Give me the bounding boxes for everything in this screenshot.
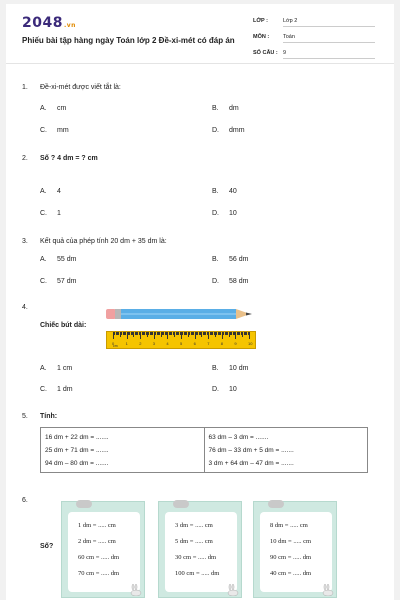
ruler-number: 7: [207, 341, 210, 346]
site-logo[interactable]: 2048.vn: [22, 15, 76, 31]
card-row: 70 cm = ..... dm: [78, 570, 120, 577]
option-2c[interactable]: C. 1: [40, 210, 61, 217]
calc-item: 94 dm – 80 dm = .......: [45, 460, 109, 467]
card-row: 1 dm = ..... cm: [78, 522, 116, 529]
ruler-number: 3: [152, 341, 156, 346]
option-4a[interactable]: A. 1 cm: [40, 365, 73, 372]
calc-item: 16 dm + 22 dm = .......: [45, 434, 109, 441]
calculation-table: [40, 427, 368, 473]
worksheet-title: Phiếu bài tập hàng ngày Toán lớp 2 Đề-xi-mét có đáp án: [22, 36, 235, 45]
option-1c[interactable]: C. mm: [40, 127, 69, 134]
cloud-icon: [76, 500, 92, 508]
card-row: 3 dm = ..... cm: [175, 522, 213, 529]
option-4c[interactable]: C. 1 dm: [40, 386, 73, 393]
card-row: 30 cm = ..... dm: [175, 554, 217, 561]
bunny-icon: [128, 584, 142, 596]
conversion-card-2: [158, 501, 242, 598]
ruler-number: 0: [112, 341, 115, 346]
card-row: 60 cm = ..... dm: [78, 554, 120, 561]
card-row: 10 dm = ..... cm: [270, 538, 312, 545]
ruler-number: 4: [166, 341, 169, 346]
class-field: LỚP : Lớp 2: [253, 18, 268, 24]
card-row: 5 dm = ..... cm: [175, 538, 213, 545]
bunny-icon: [225, 584, 239, 596]
option-4b[interactable]: B. 10 dm: [212, 365, 249, 372]
card-row: 100 cm = ..... dm: [175, 570, 220, 577]
subject-field: MÔN : Toán: [253, 34, 269, 40]
option-2a[interactable]: A. 4: [40, 188, 61, 195]
card-row: 8 dm = ..... cm: [270, 522, 308, 529]
option-3c[interactable]: C. 57 dm: [40, 278, 77, 285]
question-count-field: SỐ CÂU : 9: [253, 50, 278, 56]
cloud-icon: [173, 500, 189, 508]
worksheet-header: [6, 4, 394, 64]
option-2b[interactable]: B. 40: [212, 188, 237, 195]
ruler-number: 9: [234, 341, 237, 346]
calc-item: 25 dm + 71 dm = .......: [45, 447, 109, 454]
card-row: 2 dm = ..... cm: [78, 538, 116, 545]
ruler-unit: cm: [113, 344, 118, 348]
ruler-number: 10: [248, 341, 253, 346]
calc-column-right: [204, 428, 368, 472]
ruler-number: 5: [180, 341, 183, 346]
option-2d[interactable]: D. 10: [212, 210, 237, 217]
calc-item: 63 dm – 3 dm = .......: [208, 434, 269, 441]
calc-item: 76 dm – 33 dm + 5 dm = .......: [208, 447, 294, 454]
ruler-image: [106, 331, 256, 349]
option-4d[interactable]: D. 10: [212, 386, 237, 393]
ruler-tick: [249, 332, 250, 339]
option-3b[interactable]: B. 56 dm: [212, 256, 249, 263]
calc-item: 3 dm + 64 dm – 47 dm = .......: [208, 460, 294, 467]
ruler-number: 6: [193, 341, 196, 346]
bunny-icon: [320, 584, 334, 596]
cloud-icon: [268, 500, 284, 508]
ruler-number: 2: [139, 341, 142, 346]
option-3a[interactable]: A. 55 dm: [40, 256, 77, 263]
option-1d[interactable]: D. dmm: [212, 127, 245, 134]
option-1a[interactable]: A. cm: [40, 105, 67, 112]
pencil-image: [106, 307, 256, 321]
option-1b[interactable]: B. dm: [212, 105, 239, 112]
conversion-card-3: [253, 501, 337, 598]
ruler-number: 1: [125, 341, 128, 346]
calc-column-left: [41, 428, 204, 472]
question-6-text: Số?: [40, 543, 54, 550]
card-row: 90 cm = ..... dm: [270, 554, 312, 561]
question-4-text: Chiếc bút dài:: [40, 322, 87, 329]
conversion-card-1: [61, 501, 145, 598]
card-row: 40 cm = ..... dm: [270, 570, 312, 577]
option-3d[interactable]: D. 58 dm: [212, 278, 249, 285]
worksheet-page: 2048.vn Phiếu bài tập hàng ngày Toán lớp 2 Đề-xi-mét có đáp án LỚP : Lớp 2 MÔN : Toán SỐ CÂU : 9 1. Đề-xi-mét được viết tắt là: A. cm B. dm C. mm D. dmm 2. Số ? 4 dm = ? cm A. 4 B. 40 C. 1 D. 10 3. Kết quả của phép tính 20 dm + 35 dm là: A. 55 dm B. 56 dm C. 57 dm D. 58 dm 4. Chiếc bút dài: 0 1 2 3 4 5 6 7 8 9 10 cm A. 1 cm B. 10 dm C. 1 dm D. 10 5. Tính: 16 dm + 22 dm = ....... 25 dm + 71 dm = ....... 94 dm – 80 dm = ....... 63 dm – 3 dm = ....... 76 dm – 33 dm + 5 dm = ....... 3 dm + 64 dm – 47 dm = ....... 6. Số? 1 dm = ..... cm 2 dm = ..... cm 60 cm = ..... dm 70 cm = ..... dm 3 dm = ..... cm 5 dm = ..... cm 30 cm = ..... dm 100 cm = ..... dm 8 dm = ..... cm 10 dm = ..... cm 90 cm = ..... dm 40 cm = ..... dm: [6, 4, 394, 600]
ruler-number: 8: [220, 341, 224, 346]
